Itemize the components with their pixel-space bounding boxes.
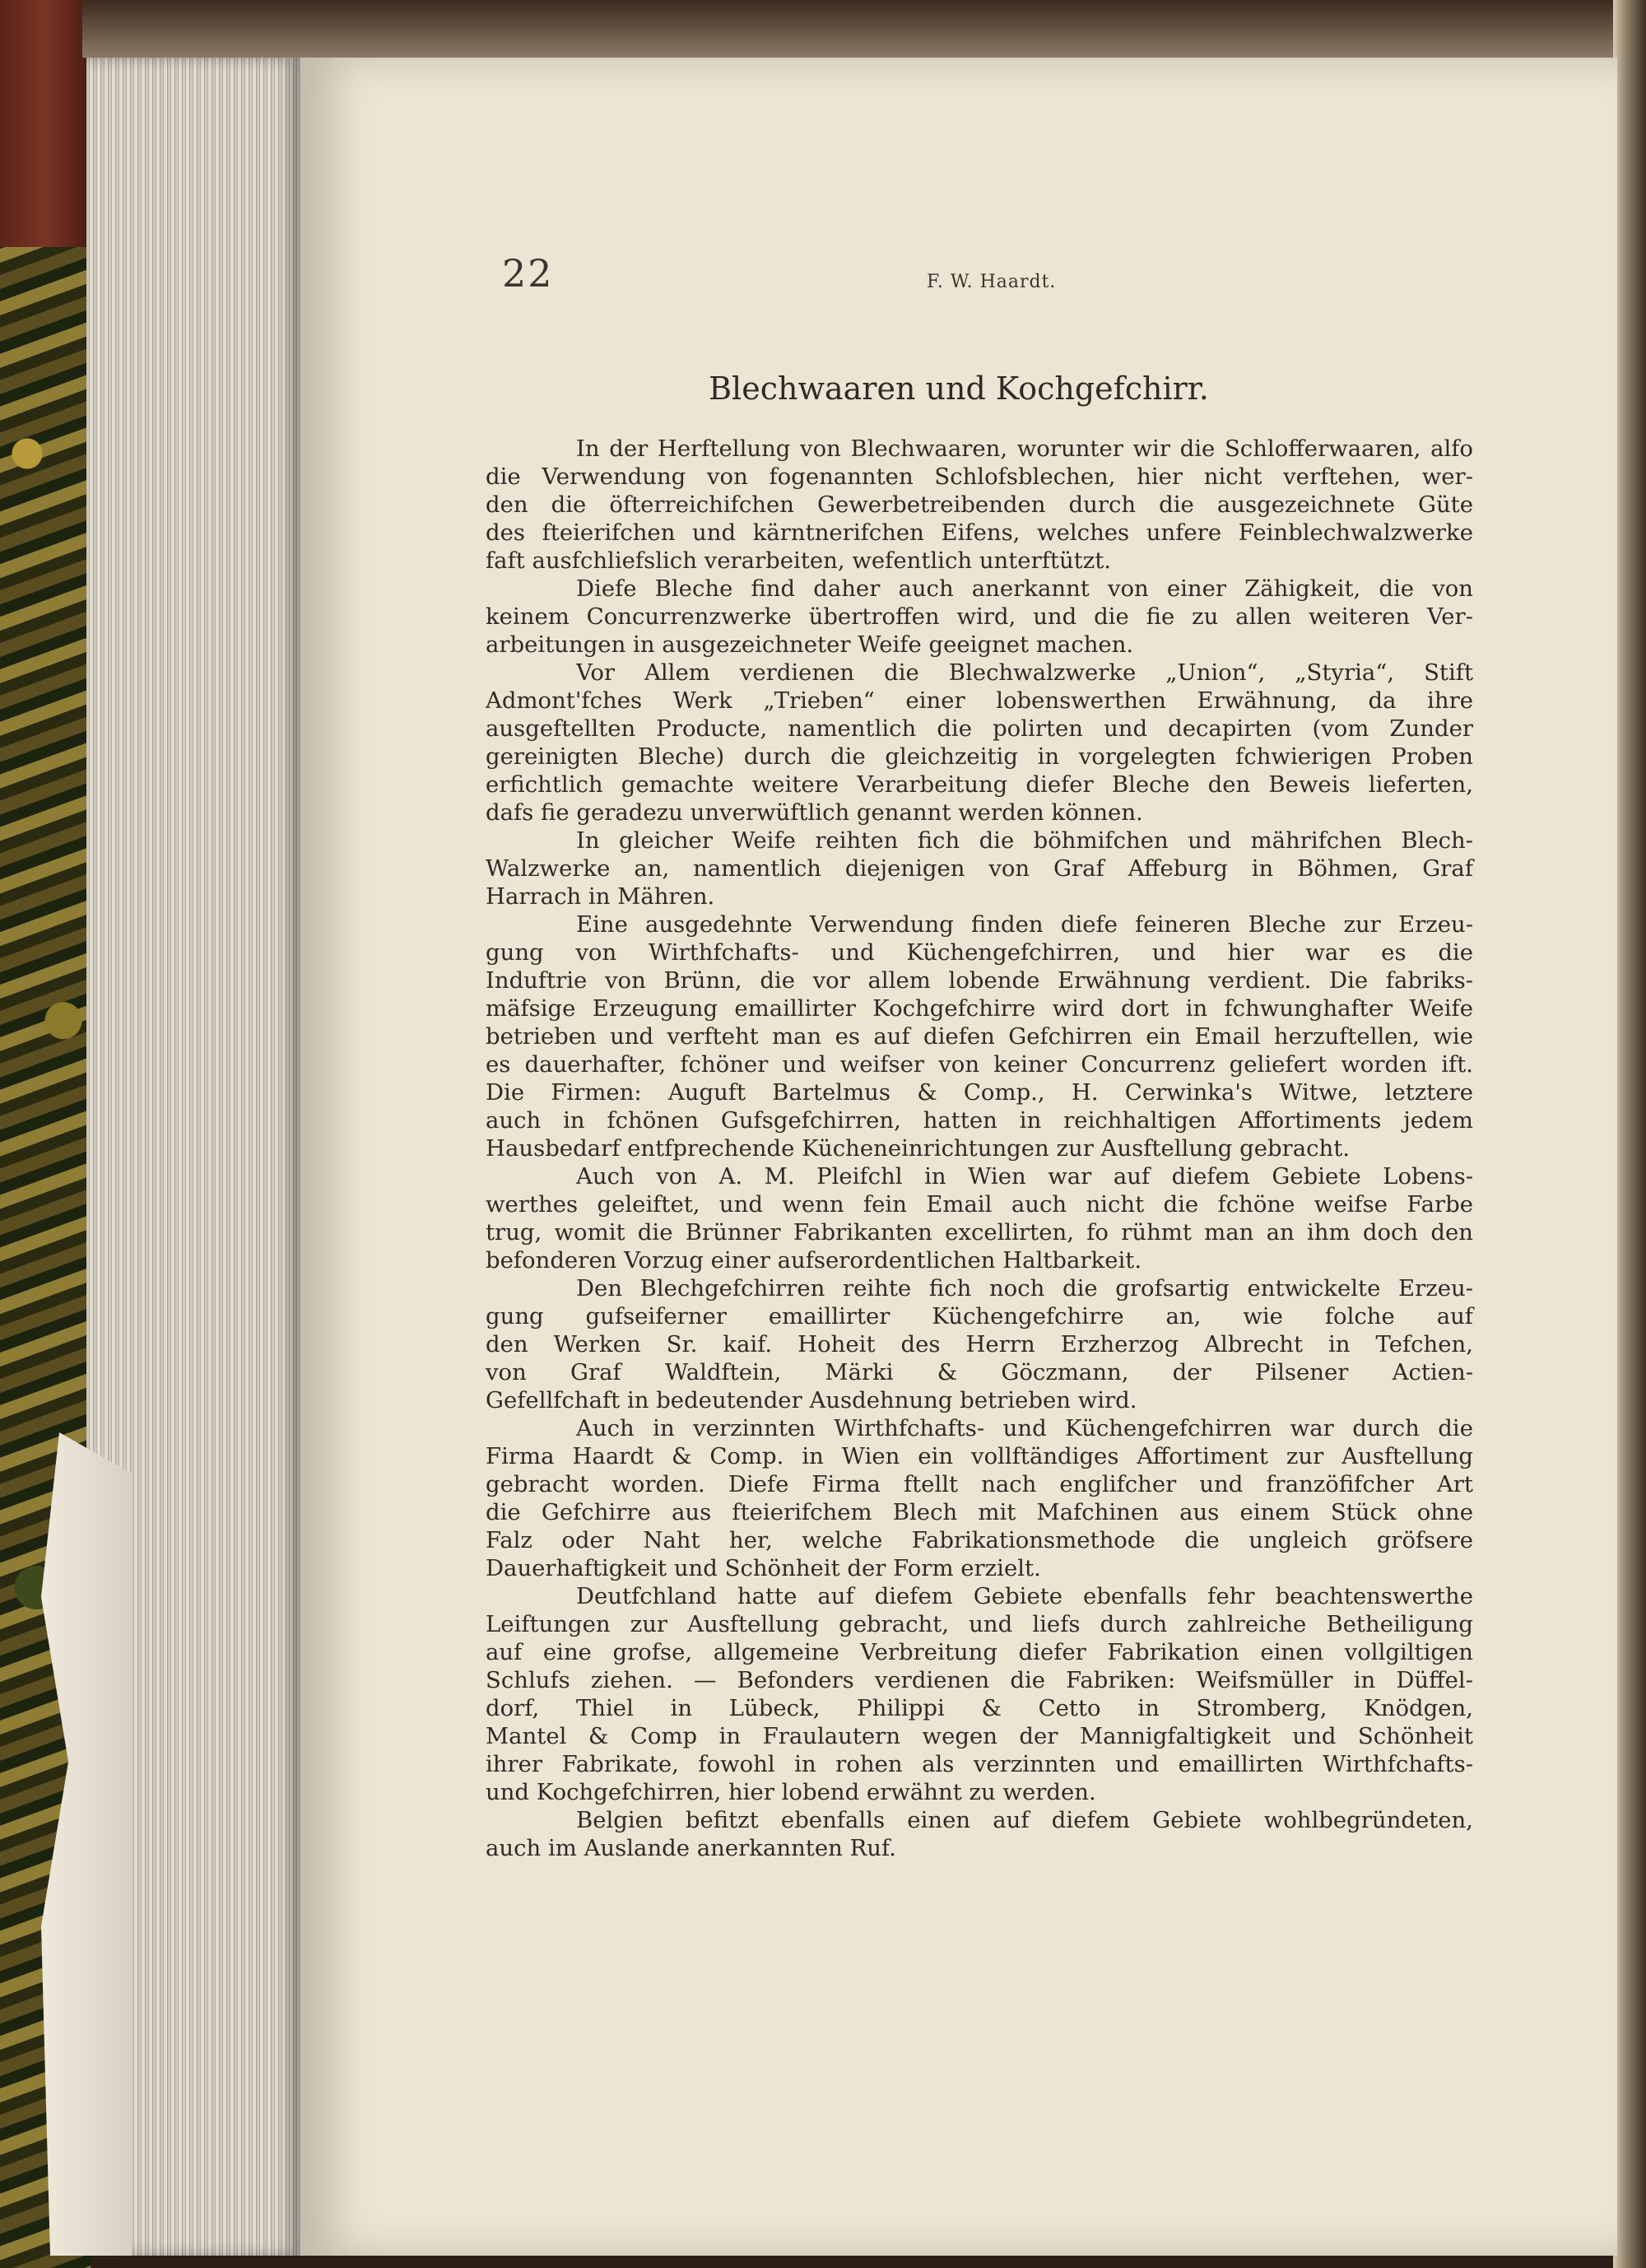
text-line: erfichtlich gemachte weitere Verarbeitung diefer Bleche den Beweis lieferten, [486, 771, 1473, 798]
leather-spine [0, 0, 91, 247]
text-line: Walzwerke an, namentlich diejenigen von Graf Affeburg in Böhmen, Graf [486, 855, 1473, 882]
text-line: Die Firmen: Auguft Bartelmus & Comp., H. Cerwinka's Witwe, letztere [486, 1079, 1473, 1106]
text-line: gung gufseiferner emaillirter Küchengefchirre an, wie folche auf [486, 1303, 1473, 1330]
text-line: keinem Concurrenzwerke übertroffen wird, und die fie zu allen weiteren Ver- [486, 603, 1473, 630]
text-line: trug, womit die Brünner Fabrikanten excellirten, fo rühmt man an ihm doch den [486, 1219, 1473, 1246]
text-line: arbeitungen in ausgezeichneter Weife geeignet machen. [486, 631, 1134, 658]
text-line: Gefellfchaft in bedeutender Ausdehnung betrieben wird. [486, 1387, 1137, 1413]
running-head: F. W. Haardt. [927, 272, 1057, 292]
body-text [486, 435, 1473, 1862]
text-line: gereinigten Bleche) durch die gleichzeitig in vorgelegten fchwierigen Proben [486, 743, 1473, 770]
text-line: es dauerhafter, fchöner und weifser von keiner Concurrenz geliefert worden ift. [486, 1051, 1473, 1078]
text-line: Belgien befitzt ebenfalls einen auf diefem Gebiete wohlbegründeten, [576, 1807, 1473, 1833]
text-line: den Werken Sr. kaif. Hoheit des Herrn Erzherzog Albrecht in Tefchen, [486, 1331, 1473, 1358]
text-line: Auch von A. M. Pleifchl in Wien war auf diefem Gebiete Lobens- [576, 1163, 1473, 1190]
book-top-edge [82, 0, 1646, 58]
text-line: faft ausfchliefslich verarbeiten, wefentlich unterftützt. [486, 547, 1111, 574]
text-line: werthes geleiftet, und wenn fein Email auch nicht die fchöne weifse Farbe [486, 1191, 1473, 1218]
text-line: gung von Wirthfchafts- und Küchengefchirren, und hier war es die [486, 939, 1473, 966]
section-title: Blechwaaren und Kochgefchirr. [709, 370, 1209, 407]
text-line: auf eine grofse, allgemeine Verbreitung diefer Fabrikation einen vollgiltigen [486, 1639, 1473, 1665]
text-line: befonderen Vorzug einer aufserordentlichen Haltbarkeit. [486, 1247, 1142, 1274]
text-line: die Gefchirre aus fteierifchem Blech mit Mafchinen aus einem Stück ohne [486, 1499, 1473, 1525]
text-line: Hausbedarf entfprechende Kücheneinrichtungen zur Ausftellung gebracht. [486, 1135, 1351, 1162]
text-line: Falz oder Naht her, welche Fabrikationsmethode die ungleich gröfsere [486, 1527, 1473, 1553]
text-line: Leiftungen zur Ausftellung gebracht, und liefs durch zahlreiche Betheiligung [486, 1611, 1473, 1637]
text-line: Eine ausgedehnte Verwendung finden diefe feineren Bleche zur Erzeu- [576, 911, 1473, 938]
text-line: Auch in verzinnten Wirthfchafts- und Küchengefchirren war durch die [576, 1415, 1473, 1441]
text-line: und Kochgefchirren, hier lobend erwähnt zu werden. [486, 1779, 1096, 1805]
text-line: von Graf Waldftein, Märki & Göczmann, der Pilsener Actien- [486, 1359, 1473, 1385]
text-line: dorf, Thiel in Lübeck, Philippi & Cetto in Stromberg, Knödgen, [486, 1695, 1473, 1721]
page-number: 22 [502, 251, 554, 296]
text-line: auch in fchönen Gufsgefchirren, hatten in reichhaltigen Affortiments jedem [486, 1107, 1473, 1134]
text-line: Den Blechgefchirren reihte fich noch die grofsartig entwickelte Erzeu- [576, 1275, 1473, 1302]
text-line: In der Herftellung von Blechwaaren, worunter wir die Schlofferwaaren, alfo [576, 435, 1473, 462]
text-line: In gleicher Weife reihten fich die böhmifchen und mährifchen Blech- [576, 827, 1473, 854]
text-line: die Verwendung von fogenannten Schlofsblechen, hier nicht verftehen, wer- [486, 463, 1473, 490]
text-line: Mantel & Comp in Fraulautern wegen der Mannigfaltigkeit und Schönheit [486, 1723, 1473, 1749]
text-line: Deutfchland hatte auf diefem Gebiete ebenfalls fehr beachtenswerthe [576, 1583, 1473, 1609]
text-line: Admont'fches Werk „Trieben“ einer lobenswerthen Erwähnung, da ihre [486, 687, 1473, 714]
text-line: Induftrie von Brünn, die vor allem lobende Erwähnung verdient. Die fabriks- [486, 967, 1473, 994]
text-line: gebracht worden. Diefe Firma ftellt nach englifcher und franzöfifcher Art [486, 1471, 1473, 1497]
torn-paper-tab [41, 1432, 132, 2256]
text-line: ihrer Fabrikate, fowohl in rohen als verzinnten und emaillirten Wirthfchafts- [486, 1751, 1473, 1777]
text-line: den die öfterreichifchen Gewerbetreibenden durch die ausgezeichnete Güte [486, 491, 1473, 518]
text-line: ausgeftellten Producte, namentlich die polirten und decapirten (vom Zunder [486, 715, 1473, 742]
book-right-edge [1613, 0, 1646, 2268]
text-line: Diefe Bleche find daher auch anerkannt von einer Zähigkeit, die von [576, 575, 1473, 602]
text-line: des fteierifchen und kärntnerifchen Eifens, welches unfere Feinblechwalzwerke [486, 519, 1473, 546]
text-line: Harrach in Mähren. [486, 883, 715, 910]
text-line: betrieben und verfteht man es auf diefen Gefchirren ein Email herzuftellen, wie [486, 1023, 1473, 1050]
text-line: Dauerhaftigkeit und Schönheit der Form erzielt. [486, 1555, 1041, 1581]
text-line: mäfsige Erzeugung emaillirter Kochgefchirre wird dort in fchwunghafter Weife [486, 995, 1473, 1022]
text-line: Firma Haardt & Comp. in Wien ein vollftändiges Affortiment zur Ausftellung [486, 1443, 1473, 1469]
text-line: dafs fie geradezu unverwüftlich genannt werden können. [486, 799, 1143, 826]
text-line: Vor Allem verdienen die Blechwalzwerke „Union“, „Styria“, Stift [576, 659, 1473, 686]
text-line: auch im Auslande anerkannten Ruf. [486, 1835, 896, 1861]
text-line: Schlufs ziehen. — Befonders verdienen die Fabriken: Weifsmüller in Düffel- [486, 1667, 1473, 1693]
